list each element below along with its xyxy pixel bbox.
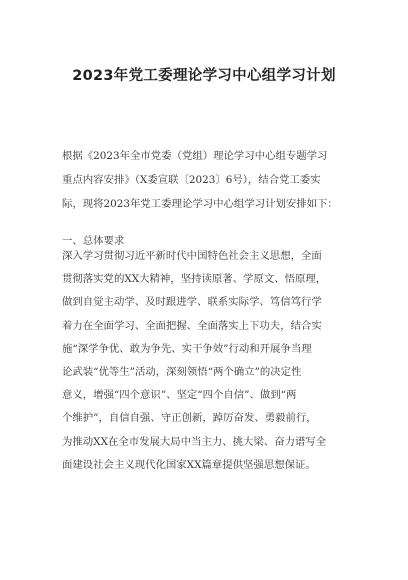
body-line: 面建设社会主义现代化国家XX篇章提供坚强思想保证。 xyxy=(62,458,316,471)
intro-paragraph xyxy=(62,144,362,216)
body-line: 做到自觉主动学、及时跟进学、联系实际学、笃信笃行学 xyxy=(62,296,322,309)
body-line: 意义，增强“四个意识”、坚定“四个自信”、做到“两 xyxy=(62,389,297,402)
body-line: 个维护”，自信自强、守正创新，踔厉奋发、勇毅前行， xyxy=(62,412,317,425)
body-line: 论武装“优等生”活动，深刻领悟“两个确立”的决定性 xyxy=(62,365,302,378)
body-line: 贯彻落实党的XX大精神，坚持读原著、学原文、悟原理， xyxy=(62,273,327,286)
section-heading: 一、总体要求 xyxy=(62,235,125,247)
intro-line: 际，现将2023年党工委理论学习中心组学习计划安排如下： xyxy=(62,198,338,210)
intro-line: 根据《2023年全市党委（党组）理论学习中心组专题学习 xyxy=(62,150,328,162)
intro-line: 重点内容安排》（X委宣联〔2023〕6号），结合党工委实 xyxy=(62,174,321,186)
body-line: 为推动XX在全市发展大局中当主力、挑大梁、奋力谱写全 xyxy=(62,435,327,448)
body-line: 施“深学争优、敢为争先、实干争效”行动和开展争当理 xyxy=(62,342,312,355)
document-title: 2023年党工委理论学习中心组学习计划 xyxy=(72,68,336,84)
body-line: 着力在全面学习、全面把握、全面落实上下功夫，结合实 xyxy=(62,319,322,332)
body-line: 深入学习贯彻习近平新时代中国特色社会主义思想，全面 xyxy=(62,250,322,262)
body-paragraph xyxy=(62,245,362,477)
